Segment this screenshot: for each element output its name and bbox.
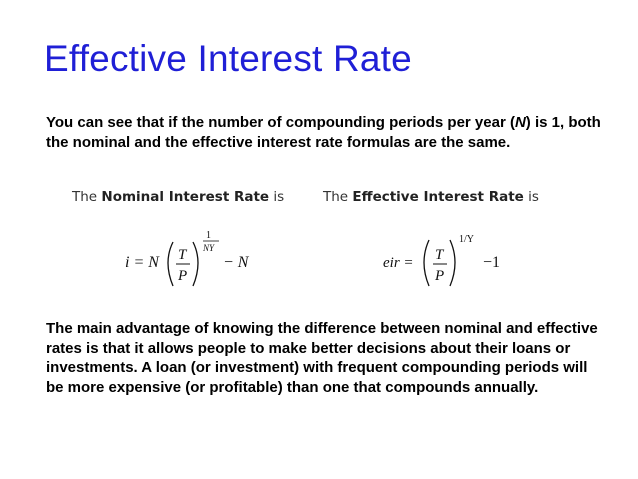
nominal-numerator: T <box>178 247 187 263</box>
nominal-rate-label <box>72 189 284 205</box>
paragraph-intro <box>46 113 606 152</box>
paragraph-advantage: The main advantage of knowing the difference between nominal and effective rates is that it allows people to make better decisions about their loans or investments. A loan (or investment) with frequent compounding periods will be more expensive (or profitable) than one that compounds annually. <box>46 320 598 396</box>
nominal-lhs: i = N <box>125 254 159 271</box>
effective-exponent: 1/Y <box>459 234 474 245</box>
paragraph-intro-end: ) is 1, both the nominal and the effective interest rate formulas are the same. <box>46 114 601 151</box>
nominal-left-paren <box>168 242 173 286</box>
nominal-label-prefix: The <box>72 189 102 205</box>
effective-formula <box>383 228 523 294</box>
effective-rate-label <box>323 189 539 205</box>
nominal-right-paren <box>193 242 198 286</box>
nominal-denominator: P <box>178 268 188 284</box>
effective-lhs: eir = <box>383 255 414 271</box>
nominal-label-bold: Nominal Interest Rate <box>101 189 270 205</box>
effective-denominator: P <box>435 268 445 284</box>
nominal-formula <box>125 228 265 294</box>
paragraph-intro-start: You can see that if the number of compounding periods per year ( <box>46 114 515 131</box>
slide-title: Effective Interest Rate <box>44 38 412 79</box>
variable-n: N <box>514 114 526 131</box>
nominal-tail: − N <box>223 254 249 271</box>
effective-tail: −1 <box>483 254 501 271</box>
effective-right-paren <box>450 240 455 286</box>
effective-numerator: T <box>435 247 444 263</box>
effective-label-bold: Effective Interest Rate <box>352 189 524 205</box>
effective-label-prefix: The <box>323 189 353 205</box>
nominal-exponent-bottom: NY <box>203 243 215 253</box>
nominal-label-suffix: is <box>269 189 285 205</box>
effective-label-suffix: is <box>523 189 539 205</box>
nominal-exponent-top: 1 <box>206 230 211 241</box>
effective-left-paren <box>424 240 429 286</box>
